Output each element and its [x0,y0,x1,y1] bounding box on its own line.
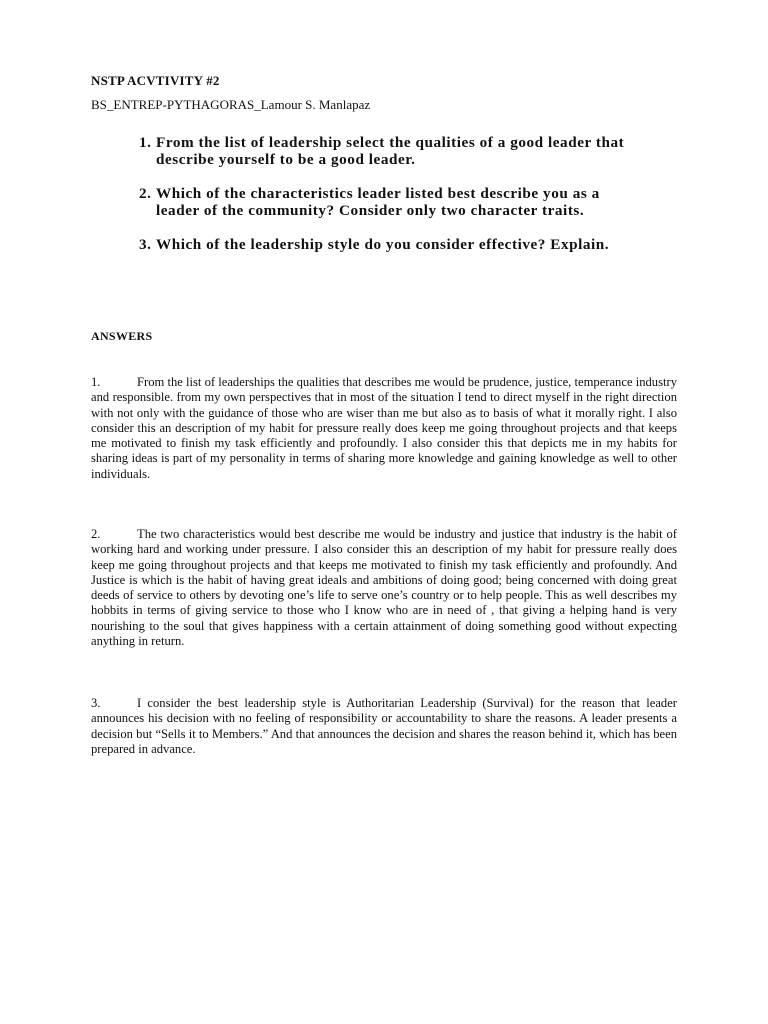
question-number: 2. [139,185,152,202]
document-subtitle: BS_ENTREP-PYTHAGORAS_Lamour S. Manlapaz [91,97,371,112]
answer-text: The two characteristics would best describe me would be industry and justice that industry is the habit of working hard and working under pressure. I also consider this an description of my habit for pressure really does keep me going throughout projects and that keeps me motivated to finish my task efficiently and profoundly. And Justice is which is the habit of having great ideals and ambitions of doing good; being concerned with doing great deeds of service to others by devoting one’s life to serve one’s country or to help people. This as well describes my hobbits in terms of giving service to those who I know who are in need of , that giving a helping hand is very nourishing to the soul that gives happiness with a certain attainment of doing something good without expecting anything in return. [91,527,677,649]
question-item [139,185,629,219]
answer-number: 1. [91,375,101,389]
answer-text: From the list of leaderships the qualities that describes me would be prudence, justice, temperance industry and responsible. from my own perspectives that in most of the situation I tend to direct myself in the right direction with not only with the guidance of those who are wiser than me but also as to basis of what it morally right. I also consider this an description of my habit for pressure really does keep me going throughout projects and that keeps me motivated to finish my task efficiently and profoundly. I also consider this that depicts me in my habits for sharing ideas is part of my personality in terms of sharing more knowledge and gaining knowledge as well to other individuals. [91,375,677,481]
question-text: Which of the leadership style do you consider effective? Explain. [156,236,610,253]
answer-paragraph [91,696,677,757]
answer-paragraph [91,527,677,649]
questions-list [139,134,629,270]
question-item [139,236,629,253]
answer-number: 3. [91,696,101,710]
document-title: NSTP ACVTIVITY #2 [91,73,220,88]
question-text: From the list of leadership select the qualities of a good leader that describe yourself to be a good leader. [156,134,625,168]
answer-paragraph [91,375,677,482]
answers-heading: ANSWERS [91,329,153,343]
question-number: 3. [139,236,152,253]
answer-number: 2. [91,527,101,541]
question-number: 1. [139,134,152,151]
question-item [139,134,629,168]
answer-text: I consider the best leadership style is Authoritarian Leadership (Survival) for the reason that leader announces his decision with no feeling of responsibility or accountability to share the reasons. A leader presents a decision but “Sells it to Members.” And that announces the decision and shares the reason behind it, which has been prepared in advance. [91,696,677,756]
question-text: Which of the characteristics leader listed best describe you as a leader of the community? Consider only two character traits. [156,185,600,219]
